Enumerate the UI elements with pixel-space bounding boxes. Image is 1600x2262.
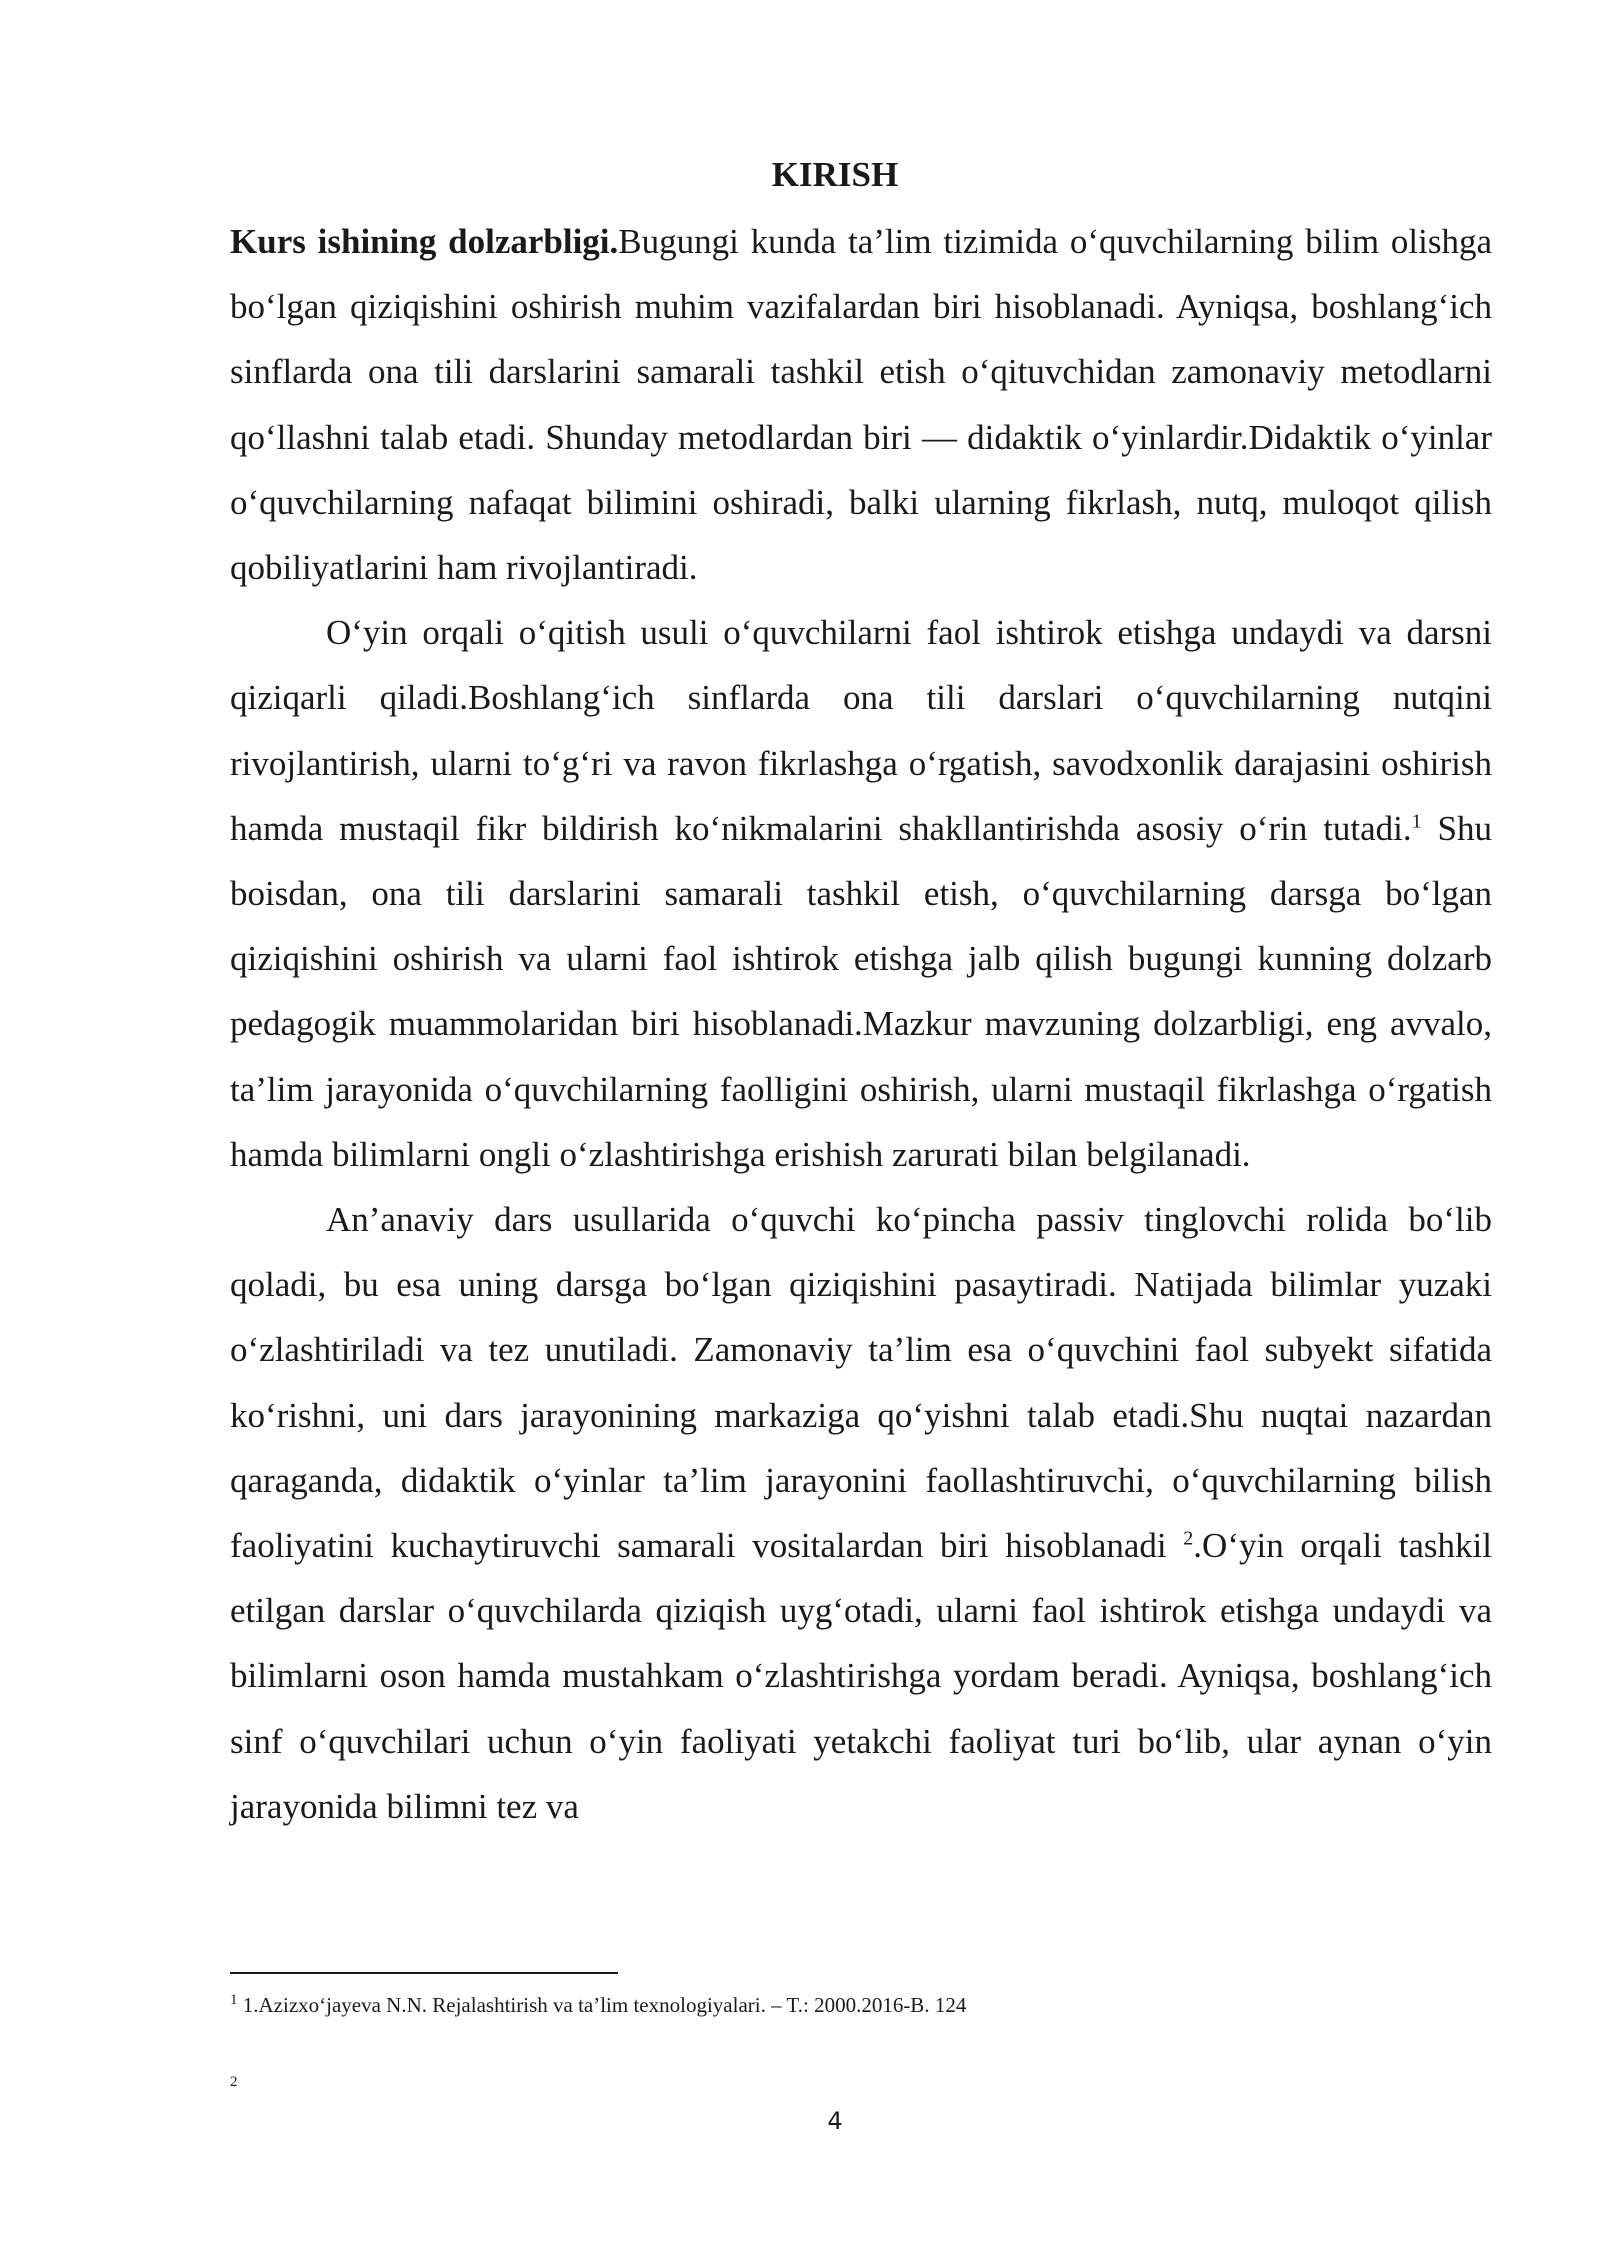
footnote-2-number: 2 [230, 2074, 238, 2090]
paragraph-2-text-before-note: O‘yin orqali o‘qitish usuli o‘quvchilarni faol ishtirok etishga undaydi va darsni qiziqarli qiladi.Boshlang‘ich sinflarda ona tili darslari o‘quvchilarning nutqini rivojlantirish, ularni to‘g‘ri va ravon fikrlashga o‘rgatish, savodxonlik darajasini oshirish hamda mustaqil fikr bildirish ko‘nikmalarini shakllantirishda asosiy o‘rin tutadi. [230, 613, 1492, 848]
paragraph-2 [230, 600, 1492, 1187]
footnote-2 [230, 2072, 238, 2092]
footnote-ref-1[interactable]: 1 [1411, 810, 1422, 833]
paragraph-1-text: Bugungi kunda ta’lim tizimida o‘quvchilarning bilim olishga bo‘lgan qiziqishini oshirish muhim vazifalardan biri hisoblanadi. Ayniqsa, boshlang‘ich sinflarda ona tili darslarini samarali tashkil etish o‘qituvchidan zamonaviy metodlarni qo‘llashni talab etadi. Shunday metodlardan biri — didaktik o‘yinlardir.Didaktik o‘yinlar o‘quvchilarning nafaqat bilimini oshiradi, balki ularning fikrlash, nutq, muloqot qilish qobiliyatlarini ham rivojlantiradi. [230, 222, 1492, 588]
page-number: 4 [827, 2107, 843, 2135]
page-title: KIRISH [771, 155, 899, 194]
footnote-1-text: 1.Azizxo‘jayeva N.N. Rejalashtirish va ta’lim texnologiyalari. – T.: 2000.2016-B. 124 [237, 1993, 967, 2017]
footnote-ref-2[interactable]: 2 [1183, 1527, 1194, 1550]
paragraph-2-text-after-note: Shu boisdan, ona tili darslarini samarali tashkil etish, o‘quvchilarning darsga bo‘lgan qiziqishini oshirish va ularni faol ishtirok etishga jalb qilish bugungi kunning dolzarb pedagogik muammolaridan biri hisoblanadi.Mazkur mavzuning dolzarbligi, eng avvalo, ta’lim jarayonida o‘quvchilarning faolligini oshirish, ularni mustaqil fikrlashga o‘rgatish hamda bilimlarni ongli o‘zlashtirishga erishish zarurati bilan belgilanadi. [230, 808, 1492, 1174]
footnote-1-number: 1 [230, 1992, 238, 2008]
paragraph-3-text-before-note: An’anaviy dars usullarida o‘quvchi ko‘pincha passiv tinglovchi rolida bo‘lib qoladi, bu esa uning darsga bo‘lgan qiziqishini pasaytiradi. Natijada bilimlar yuzaki o‘zlashtiriladi va tez unutiladi. Zamonaviy ta’lim esa o‘quvchini faol subyekt sifatida ko‘rishni, uni dars jarayonining markaziga qo‘yishni talab etadi.Shu nuqtai nazardan qaraganda, didaktik o‘yinlar ta’lim jarayonini faollashtiruvchi, o‘quvchilarning bilish faoliyatini kuchaytiruvchi samarali vositalardan biri hisoblanadi [230, 1200, 1492, 1566]
footnote-1 [230, 1990, 966, 2020]
paragraph-1 [230, 209, 1492, 600]
paragraph-1-lead: Kurs ishining dolzarbligi. [230, 222, 619, 261]
paragraph-3-text-after-note: .O‘yin orqali tashkil etilgan darslar o‘quvchilarda qiziqish uyg‘otadi, ularni faol ishtirok etishga undaydi va bilimlarni oson hamda mustahkam o‘zlashtirishga yordam beradi. Ayniqsa, boshlang‘ich sinf o‘quvchilari uchun o‘yin faoliyati yetakchi faoliyat turi bo‘lib, ular aynan o‘yin jarayonida bilimni tez va [230, 1526, 1492, 1826]
paragraph-3 [230, 1187, 1492, 1839]
body-text [230, 209, 1492, 1839]
footnote-separator [230, 1972, 618, 1974]
